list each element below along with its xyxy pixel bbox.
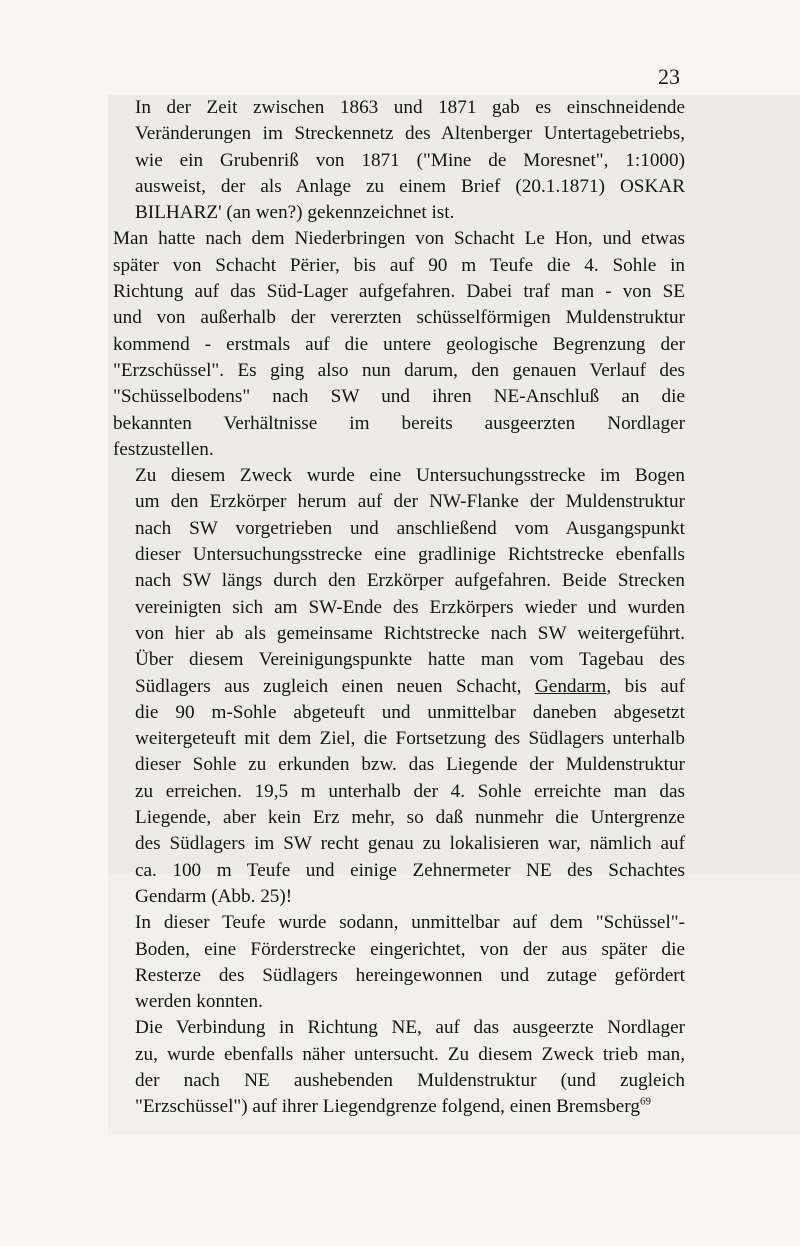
text-line: Boden, eine Förderstrecke eingerichtet, von der aus später die — [135, 938, 685, 960]
text-line: und von außerhalb der vererzten schüsselförmigen Muldenstruktur — [113, 307, 685, 329]
text-line: zu, wurde ebenfalls näher untersucht. Zu diesem Zweck trieb man, — [135, 1043, 685, 1065]
text-segment: "Erzschüssel") auf ihrer Liegendgrenze folgend, einen Bremsberg — [135, 1096, 640, 1118]
text-line: Zu diesem Zweck wurde eine Untersuchungsstrecke im Bogen — [135, 465, 685, 487]
text-line: um den Erzkörper herum auf der NW-Flanke der Muldenstruktur — [135, 491, 685, 513]
text-line: Man hatte nach dem Niederbringen von Schacht Le Hon, und etwas — [113, 228, 685, 250]
text-line: später von Schacht Përier, bis auf 90 m Teufe die 4. Sohle in — [113, 254, 685, 276]
body-text — [113, 95, 685, 1121]
text-line: In der Zeit zwischen 1863 und 1871 gab es einschneidende — [135, 97, 685, 118]
paragraph-4 — [113, 910, 685, 1015]
text-line: Veränderungen im Streckennetz des Altenberger Untertagebetriebs, — [135, 123, 685, 145]
text-line: In dieser Teufe wurde sodann, unmittelbar auf dem "Schüssel"- — [135, 912, 685, 934]
text-segment: Südlagers aus zugleich einen neuen Schacht, — [135, 675, 535, 697]
text-line: ca. 100 m Teufe und einige Zehnermeter NE des Schachtes — [135, 859, 685, 881]
text-line: der nach NE aushebenden Muldenstruktur (und zugleich — [135, 1069, 685, 1091]
text-line: dieser Sohle zu erkunden bzw. das Liegende der Muldenstruktur — [135, 754, 685, 776]
page-number: 23 — [658, 64, 680, 89]
text-line: Über diesem Vereinigungspunkte hatte man vom Tagebau des — [135, 649, 685, 671]
text-line: Die Verbindung in Richtung NE, auf das ausgeerzte Nordlager — [135, 1017, 685, 1039]
text-line: ausweist, der als Anlage zu einem Brief (20.1.1871) OSKAR — [135, 175, 685, 197]
text-line-with-underline — [113, 674, 685, 700]
text-line: weitergeteuft mit dem Ziel, die Fortsetzung des Südlagers unterhalb — [135, 728, 685, 750]
text-line: von hier ab als gemeinsame Richtstrecke nach SW weitergeführt. — [135, 622, 685, 644]
paragraph-3 — [113, 463, 685, 910]
text-line: kommend - erstmals auf die untere geologische Begrenzung der — [113, 333, 685, 355]
text-line: nach SW längs durch den Erzkörper aufgefahren. Beide Strecken — [135, 570, 685, 592]
text-line: Gendarm (Abb. 25)! — [135, 885, 293, 907]
text-line: Resterze des Südlagers hereingewonnen und zutage gefördert — [135, 964, 685, 986]
text-line: des Südlagers im SW recht genau zu lokalisieren war, nämlich auf — [135, 833, 685, 855]
text-line: "Erzschüssel". Es ging also nun darum, den genauen Verlauf des — [113, 359, 685, 381]
text-line: die 90 m-Sohle abgeteuft und unmittelbar daneben abgesetzt — [135, 701, 685, 723]
text-line: zu erreichen. 19,5 m unterhalb der 4. Sohle erreichte man das — [135, 780, 685, 802]
footnote-marker[interactable]: 69 — [639, 1095, 651, 1108]
text-line: vereinigten sich am SW-Ende des Erzkörpers wieder und wurden — [135, 596, 685, 618]
text-line: dieser Untersuchungsstrecke eine gradlinige Richtstrecke ebenfalls — [135, 544, 685, 566]
text-line: festzustellen. — [113, 438, 214, 460]
text-line: nach SW vorgetrieben und anschließend vom Ausgangspunkt — [135, 517, 685, 539]
text-line: werden konnten. — [135, 991, 263, 1013]
text-line: BILHARZ' (an wen?) gekennzeichnet ist. — [135, 202, 455, 224]
underlined-term: Gendarm — [534, 675, 607, 697]
text-line: Richtung auf das Süd-Lager aufgefahren. Dabei traf man - von SE — [113, 281, 685, 303]
text-line-with-footnote — [113, 1094, 685, 1120]
paragraph-1 — [113, 95, 685, 226]
text-line: bekannten Verhältnisse im bereits ausgeerzten Nordlager — [113, 412, 685, 434]
text-line: wie ein Grubenriß von 1871 ("Mine de Moresnet", 1:1000) — [135, 149, 685, 171]
text-line: "Schüsselbodens" nach SW und ihren NE-Anschluß an die — [113, 386, 685, 408]
text-line: Liegende, aber kein Erz mehr, so daß nunmehr die Untergrenze — [135, 807, 685, 829]
paragraph-5 — [113, 1015, 685, 1120]
paragraph-2 — [113, 226, 685, 463]
text-segment: , bis auf — [606, 675, 685, 697]
